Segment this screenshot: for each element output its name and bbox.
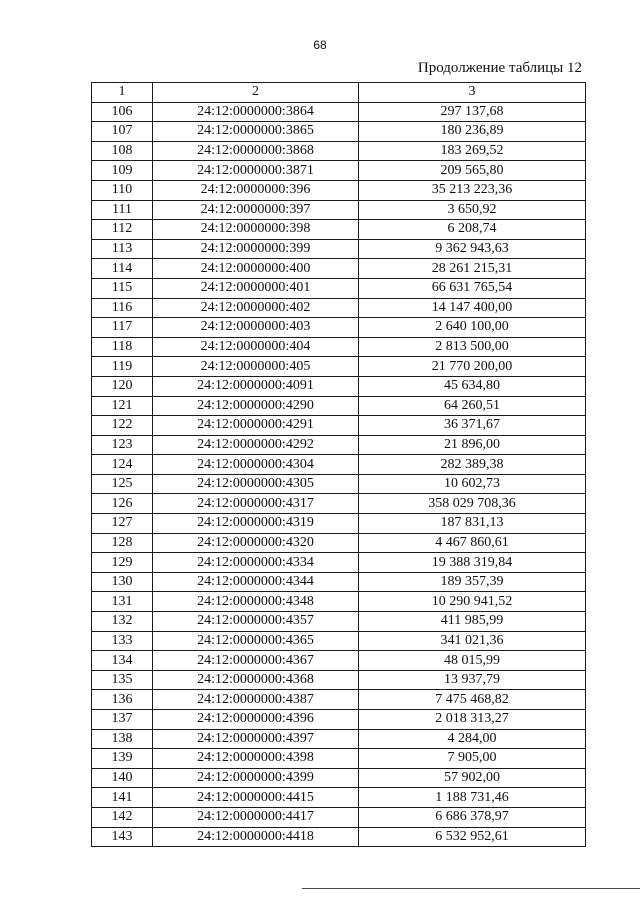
value-cell: 4 284,00	[359, 729, 586, 749]
row-number-cell: 131	[92, 592, 153, 612]
row-number-cell: 132	[92, 612, 153, 632]
row-number-cell: 125	[92, 474, 153, 494]
cadastral-number-cell: 24:12:0000000:4291	[153, 416, 359, 436]
table-row	[92, 631, 586, 651]
cadastral-number-cell: 24:12:0000000:4396	[153, 710, 359, 730]
value-cell: 6 208,74	[359, 220, 586, 240]
cadastral-number-cell: 24:12:0000000:3865	[153, 122, 359, 142]
cadastral-number-cell: 24:12:0000000:4397	[153, 729, 359, 749]
row-number-cell: 130	[92, 572, 153, 592]
cadastral-number-cell: 24:12:0000000:4320	[153, 533, 359, 553]
cadastral-number-cell: 24:12:0000000:396	[153, 180, 359, 200]
cadastral-number-cell: 24:12:0000000:397	[153, 200, 359, 220]
table-row	[92, 122, 586, 142]
table-row	[92, 474, 586, 494]
row-number-cell: 123	[92, 435, 153, 455]
cadastral-number-cell: 24:12:0000000:3864	[153, 102, 359, 122]
table-row	[92, 337, 586, 357]
value-cell: 57 902,00	[359, 768, 586, 788]
cadastral-number-cell: 24:12:0000000:4292	[153, 435, 359, 455]
cadastral-number-cell: 24:12:0000000:4348	[153, 592, 359, 612]
row-number-cell: 129	[92, 553, 153, 573]
row-number-cell: 117	[92, 318, 153, 338]
value-cell: 1 188 731,46	[359, 788, 586, 808]
value-cell: 2 018 313,27	[359, 710, 586, 730]
cadastral-number-cell: 24:12:0000000:4367	[153, 651, 359, 671]
table-row	[92, 592, 586, 612]
table-caption: Продолжение таблицы 12	[417, 60, 582, 76]
table-row	[92, 494, 586, 514]
value-cell: 19 388 319,84	[359, 553, 586, 573]
row-number-cell: 118	[92, 337, 153, 357]
row-number-cell: 135	[92, 670, 153, 690]
cadastral-number-cell: 24:12:0000000:4387	[153, 690, 359, 710]
value-cell: 7 905,00	[359, 749, 586, 769]
value-cell: 64 260,51	[359, 396, 586, 416]
row-number-cell: 116	[92, 298, 153, 318]
table-row	[92, 788, 586, 808]
value-cell: 6 686 378,97	[359, 807, 586, 827]
cadastral-number-cell: 24:12:0000000:401	[153, 278, 359, 298]
value-cell: 2 640 100,00	[359, 318, 586, 338]
cadastral-number-cell: 24:12:0000000:399	[153, 239, 359, 259]
table-row	[92, 572, 586, 592]
table-row	[92, 514, 586, 534]
row-number-cell: 137	[92, 710, 153, 730]
row-number-cell: 108	[92, 141, 153, 161]
row-number-cell: 109	[92, 161, 153, 181]
cadastral-number-cell: 24:12:0000000:4290	[153, 396, 359, 416]
table-row	[92, 670, 586, 690]
value-cell: 282 389,38	[359, 455, 586, 475]
table-row	[92, 710, 586, 730]
table-container	[91, 82, 585, 847]
row-number-cell: 106	[92, 102, 153, 122]
row-number-cell: 110	[92, 180, 153, 200]
column-header-2: 2	[153, 83, 359, 103]
cadastral-number-cell: 24:12:0000000:4365	[153, 631, 359, 651]
value-cell: 358 029 708,36	[359, 494, 586, 514]
row-number-cell: 121	[92, 396, 153, 416]
table-row	[92, 416, 586, 436]
table-row	[92, 749, 586, 769]
row-number-cell: 119	[92, 357, 153, 377]
row-number-cell: 143	[92, 827, 153, 847]
table-row	[92, 357, 586, 377]
cadastral-number-cell: 24:12:0000000:398	[153, 220, 359, 240]
row-number-cell: 111	[92, 200, 153, 220]
cadastral-number-cell: 24:12:0000000:4091	[153, 376, 359, 396]
value-cell: 66 631 765,54	[359, 278, 586, 298]
value-cell: 21 770 200,00	[359, 357, 586, 377]
table-row	[92, 612, 586, 632]
table-row	[92, 180, 586, 200]
cadastral-number-cell: 24:12:0000000:4334	[153, 553, 359, 573]
table-row	[92, 376, 586, 396]
row-number-cell: 122	[92, 416, 153, 436]
data-table	[91, 82, 586, 847]
value-cell: 45 634,80	[359, 376, 586, 396]
value-cell: 341 021,36	[359, 631, 586, 651]
table-row	[92, 239, 586, 259]
value-cell: 183 269,52	[359, 141, 586, 161]
table-row	[92, 396, 586, 416]
cadastral-number-cell: 24:12:0000000:4304	[153, 455, 359, 475]
cadastral-number-cell: 24:12:0000000:3868	[153, 141, 359, 161]
value-cell: 187 831,13	[359, 514, 586, 534]
header-row	[92, 83, 586, 103]
cadastral-number-cell: 24:12:0000000:4357	[153, 612, 359, 632]
table-row	[92, 298, 586, 318]
row-number-cell: 141	[92, 788, 153, 808]
table-row	[92, 278, 586, 298]
bottom-divider	[302, 888, 640, 889]
table-row	[92, 141, 586, 161]
row-number-cell: 138	[92, 729, 153, 749]
cadastral-number-cell: 24:12:0000000:400	[153, 259, 359, 279]
column-header-3: 3	[359, 83, 586, 103]
table-row	[92, 318, 586, 338]
row-number-cell: 133	[92, 631, 153, 651]
row-number-cell: 134	[92, 651, 153, 671]
cadastral-number-cell: 24:12:0000000:4368	[153, 670, 359, 690]
value-cell: 3 650,92	[359, 200, 586, 220]
row-number-cell: 140	[92, 768, 153, 788]
value-cell: 10 602,73	[359, 474, 586, 494]
value-cell: 14 147 400,00	[359, 298, 586, 318]
cadastral-number-cell: 24:12:0000000:3871	[153, 161, 359, 181]
table-row	[92, 690, 586, 710]
table-body	[92, 102, 586, 847]
row-number-cell: 126	[92, 494, 153, 514]
cadastral-number-cell: 24:12:0000000:403	[153, 318, 359, 338]
row-number-cell: 128	[92, 533, 153, 553]
row-number-cell: 115	[92, 278, 153, 298]
value-cell: 21 896,00	[359, 435, 586, 455]
row-number-cell: 113	[92, 239, 153, 259]
row-number-cell: 112	[92, 220, 153, 240]
cadastral-number-cell: 24:12:0000000:4317	[153, 494, 359, 514]
table-row	[92, 768, 586, 788]
table-row	[92, 455, 586, 475]
column-header-1: 1	[92, 83, 153, 103]
table-row	[92, 220, 586, 240]
value-cell: 35 213 223,36	[359, 180, 586, 200]
row-number-cell: 107	[92, 122, 153, 142]
row-number-cell: 136	[92, 690, 153, 710]
table-row	[92, 259, 586, 279]
value-cell: 6 532 952,61	[359, 827, 586, 847]
table-row	[92, 651, 586, 671]
value-cell: 13 937,79	[359, 670, 586, 690]
value-cell: 28 261 215,31	[359, 259, 586, 279]
table-row	[92, 161, 586, 181]
table-row	[92, 435, 586, 455]
cadastral-number-cell: 24:12:0000000:402	[153, 298, 359, 318]
value-cell: 2 813 500,00	[359, 337, 586, 357]
page-number: 68	[313, 38, 327, 52]
value-cell: 180 236,89	[359, 122, 586, 142]
table-row	[92, 729, 586, 749]
cadastral-number-cell: 24:12:0000000:404	[153, 337, 359, 357]
cadastral-number-cell: 24:12:0000000:4344	[153, 572, 359, 592]
value-cell: 297 137,68	[359, 102, 586, 122]
cadastral-number-cell: 24:12:0000000:4305	[153, 474, 359, 494]
table-row	[92, 807, 586, 827]
table-row	[92, 533, 586, 553]
table-row	[92, 553, 586, 573]
value-cell: 209 565,80	[359, 161, 586, 181]
row-number-cell: 139	[92, 749, 153, 769]
table-row	[92, 102, 586, 122]
row-number-cell: 127	[92, 514, 153, 534]
cadastral-number-cell: 24:12:0000000:4398	[153, 749, 359, 769]
cadastral-number-cell: 24:12:0000000:4415	[153, 788, 359, 808]
cadastral-number-cell: 24:12:0000000:4319	[153, 514, 359, 534]
row-number-cell: 124	[92, 455, 153, 475]
value-cell: 189 357,39	[359, 572, 586, 592]
cadastral-number-cell: 24:12:0000000:4418	[153, 827, 359, 847]
cadastral-number-cell: 24:12:0000000:405	[153, 357, 359, 377]
value-cell: 7 475 468,82	[359, 690, 586, 710]
value-cell: 9 362 943,63	[359, 239, 586, 259]
value-cell: 4 467 860,61	[359, 533, 586, 553]
row-number-cell: 142	[92, 807, 153, 827]
value-cell: 36 371,67	[359, 416, 586, 436]
table-row	[92, 827, 586, 847]
value-cell: 411 985,99	[359, 612, 586, 632]
value-cell: 10 290 941,52	[359, 592, 586, 612]
cadastral-number-cell: 24:12:0000000:4417	[153, 807, 359, 827]
table-row	[92, 200, 586, 220]
cadastral-number-cell: 24:12:0000000:4399	[153, 768, 359, 788]
row-number-cell: 114	[92, 259, 153, 279]
value-cell: 48 015,99	[359, 651, 586, 671]
row-number-cell: 120	[92, 376, 153, 396]
